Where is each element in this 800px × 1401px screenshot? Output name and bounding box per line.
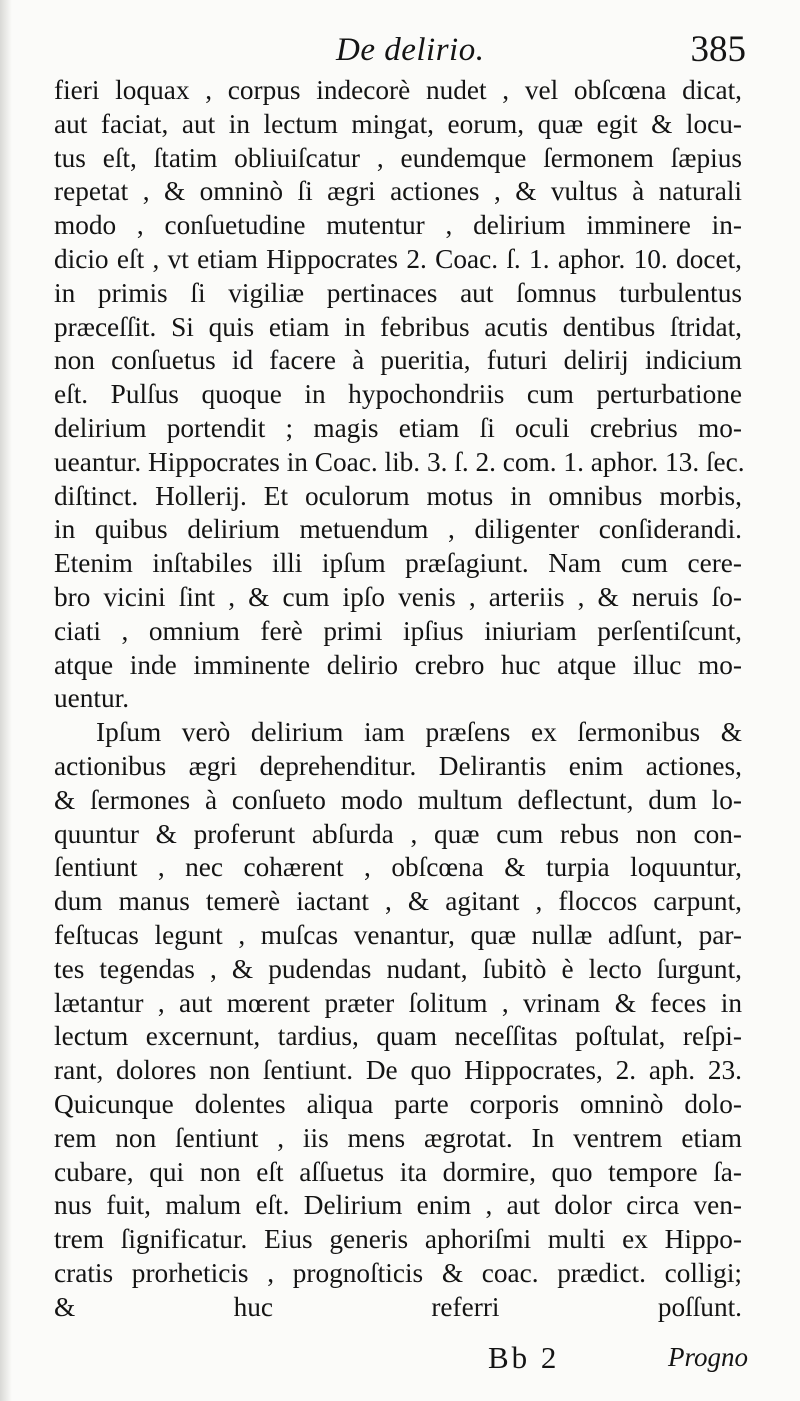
catchword: Progno bbox=[668, 1342, 748, 1372]
text-line: ueantur. Hippocrates in Coac. lib. 3. ſ. 2. com. 1. aphor. 13. ſec. bbox=[54, 446, 745, 477]
text-line: atque inde imminente delirio crebro huc atque illuc mo- bbox=[54, 649, 742, 680]
text-line: in quibus delirium metuendum , diligenter conſiderandi. bbox=[54, 514, 742, 545]
text-line: & ſermones à conſueto modo multum deflectunt, dum lo- bbox=[54, 784, 742, 815]
text-line: Quicunque dolentes aliqua parte corporis omninò dolo- bbox=[54, 1088, 742, 1119]
text-line: Etenim inſtabiles illi ipſum præſagiunt. Nam cum cere- bbox=[54, 548, 742, 579]
text-line: rem non ſentiunt , iis mens ægrotat. In ventrem etiam bbox=[54, 1122, 742, 1153]
running-title: De delirio. bbox=[336, 32, 485, 68]
text-line: eſt. Pulſus quoque in hypochondriis cum perturbatione bbox=[54, 379, 742, 410]
text-line: ſentiunt , nec cohærent , obſcœna & turpia loquuntur, bbox=[54, 852, 742, 883]
text-line: fieri loquax , corpus indecorè nudet , vel obſcœna dicat, bbox=[54, 75, 742, 105]
text-line: cubare, qui non eſt aſſuetus ita dormire, quo tempore ſa- bbox=[54, 1156, 742, 1187]
text-line: trem ſignificatur. Eius generis aphoriſmi multi ex Hippo- bbox=[54, 1224, 742, 1255]
text-line: Ipſum verò delirium iam præſens ex ſermonibus & bbox=[96, 717, 742, 748]
text-line: tes tegendas , & pudendas nudant, ſubitò è lecto ſurgunt, bbox=[54, 953, 742, 984]
page-edge-shadow bbox=[0, 0, 12, 1401]
text-line: dum manus temerè iactant , & agitant , floccos carpunt, bbox=[54, 886, 742, 917]
text-line: præceſſit. Si quis etiam in febribus acutis dentibus ſtridat, bbox=[54, 311, 742, 342]
text-line: cratis prorheticis , prognoſticis & coac. prædict. colligi; bbox=[54, 1257, 742, 1288]
main-text bbox=[54, 74, 745, 1324]
running-header bbox=[48, 28, 752, 78]
text-line: uentur. bbox=[54, 683, 130, 714]
text-line: & huc referri poſſunt. bbox=[54, 1291, 742, 1322]
text-line: lætantur , aut mœrent præter ſolitum , vrinam & feces in bbox=[54, 987, 742, 1018]
text-line: ciati , omnium ferè primi ipſius iniuriam perſentiſcunt, bbox=[54, 615, 742, 646]
text-line: lectum excernunt, tardius, quam neceſſitas poſtulat, reſpi- bbox=[54, 1021, 742, 1052]
text-line: rant, dolores non ſentiunt. De quo Hippocrates, 2. aph. 23. bbox=[54, 1055, 742, 1086]
text-line: tus eſt, ſtatim obliuiſcatur , eundemque ſermonem ſæpius bbox=[54, 142, 742, 173]
text-line: delirium portendit ; magis etiam ſi oculi crebrius mo- bbox=[54, 412, 742, 443]
text-line: dicio eſt , vt etiam Hippocrates 2. Coac. ſ. 1. aphor. 10. docet, bbox=[54, 243, 742, 274]
text-line: diſtinct. Hollerij. Et oculorum motus in omnibus morbis, bbox=[54, 480, 742, 511]
page-number: 385 bbox=[690, 29, 746, 70]
text-line: bro vicini ſint , & cum ipſo venis , arteriis , & neruis ſo- bbox=[54, 581, 742, 612]
signature-mark: Bb 2 bbox=[488, 1340, 560, 1375]
text-line: repetat , & omninò ſi ægri actiones , & vultus à naturali bbox=[54, 176, 742, 207]
text-line: in primis ſi vigiliæ pertinaces aut ſomnus turbulentus bbox=[54, 277, 742, 308]
text-line: feſtucas legunt , muſcas venantur, quæ nullæ adſunt, par- bbox=[54, 919, 742, 950]
text-line: actionibus ægri deprehenditur. Delirantis enim actiones, bbox=[54, 750, 742, 781]
text-line: nus fuit, malum eſt. Delirium enim , aut dolor circa ven- bbox=[54, 1190, 742, 1221]
paragraph-1 bbox=[54, 74, 745, 716]
paragraph-2 bbox=[54, 716, 742, 1324]
page-footer bbox=[48, 1340, 752, 1380]
text-line: quuntur & proferunt abſurda , quæ cum rebus non con- bbox=[54, 818, 742, 849]
text-line: modo , conſuetudine mutentur , delirium imminere in- bbox=[54, 210, 742, 241]
text-line: non conſuetus id facere à pueritia, futuri delirij indicium bbox=[54, 345, 742, 376]
text-line: aut faciat, aut in lectum mingat, eorum, quæ egit & locu- bbox=[54, 108, 742, 139]
